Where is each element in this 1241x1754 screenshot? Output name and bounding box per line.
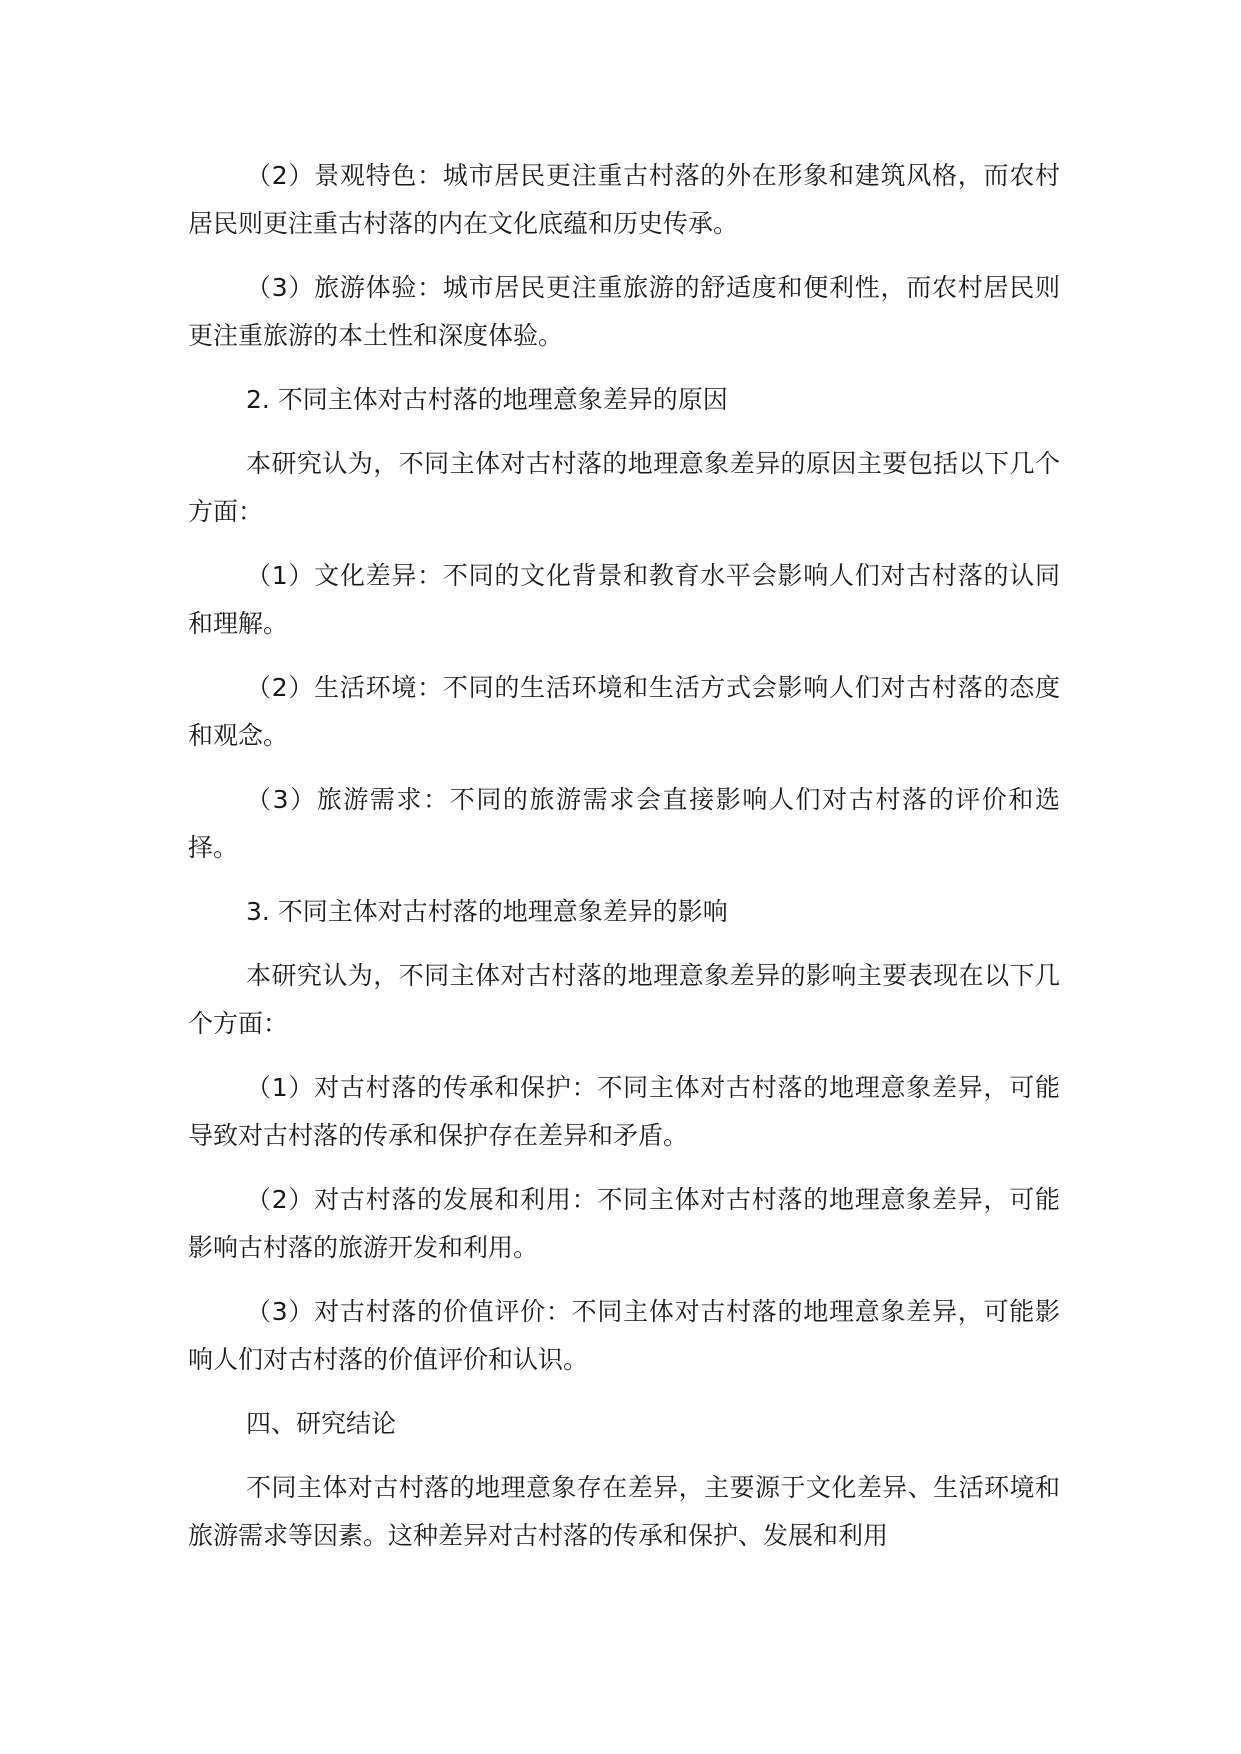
paragraph-landscape-features: （2）景观特色：城市居民更注重古村落的外在形象和建筑风格，而农村居民则更注重古村落的内在文化底蕴和历史传承。 bbox=[188, 161, 1060, 238]
paragraph-living-environment: （2）生活环境：不同的生活环境和生活方式会影响人们对古村落的态度和观念。 bbox=[188, 673, 1060, 750]
section-heading-causes: 2. 不同主体对古村落的地理意象差异的原因 bbox=[246, 385, 728, 414]
paragraph-tourism-demand: （3）旅游需求：不同的旅游需求会直接影响人们对古村落的评价和选择。 bbox=[188, 785, 1060, 862]
paragraph-development-utilization: （2）对古村落的发展和利用：不同主体对古村落的地理意象差异，可能影响古村落的旅游开发和利用。 bbox=[188, 1185, 1060, 1262]
paragraph-cultural-differences: （1）文化差异：不同的文化背景和教育水平会影响人们对古村落的认同和理解。 bbox=[188, 561, 1060, 638]
paragraph-conclusion: 不同主体对古村落的地理意象存在差异，主要源于文化差异、生活环境和旅游需求等因素。这种差异对古村落的传承和保护、发展和利用 bbox=[188, 1473, 1060, 1550]
paragraph-value-evaluation: （3）对古村落的价值评价：不同主体对古村落的地理意象差异，可能影响人们对古村落的价值评价和认识。 bbox=[188, 1297, 1060, 1374]
section-heading-conclusion: 四、研究结论 bbox=[246, 1409, 397, 1438]
paragraph-tourism-experience: （3）旅游体验：城市居民更注重旅游的舒适度和便利性，而农村居民则更注重旅游的本土性和深度体验。 bbox=[188, 273, 1060, 350]
paragraph-inheritance-protection: （1）对古村落的传承和保护：不同主体对古村落的地理意象差异，可能导致对古村落的传承和保护存在差异和矛盾。 bbox=[188, 1073, 1060, 1150]
paragraph-impacts-intro: 本研究认为，不同主体对古村落的地理意象差异的影响主要表现在以下几个方面： bbox=[188, 961, 1060, 1038]
section-heading-impacts: 3. 不同主体对古村落的地理意象差异的影响 bbox=[246, 897, 728, 926]
paragraph-causes-intro: 本研究认为，不同主体对古村落的地理意象差异的原因主要包括以下几个方面： bbox=[188, 449, 1060, 526]
document-body bbox=[188, 152, 1060, 1576]
